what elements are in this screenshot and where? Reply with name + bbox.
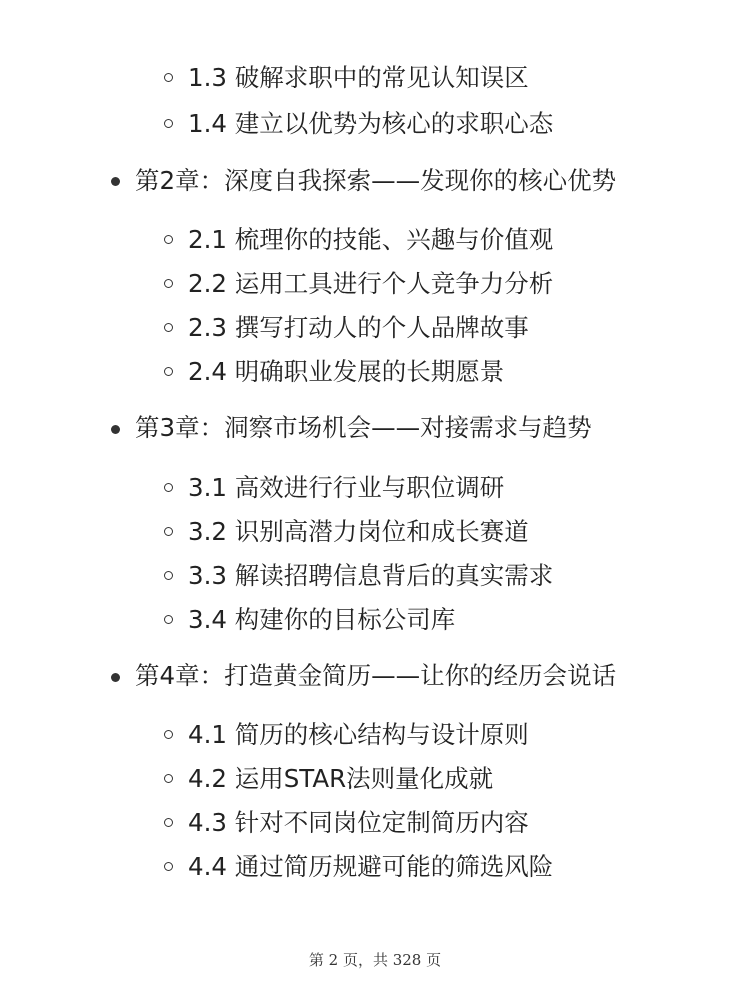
hollow-bullet-icon [164,774,173,783]
toc-section-item[interactable]: 4.4 通过简历规避可能的筛选风险 [188,852,554,881]
hollow-bullet-icon [164,818,173,827]
hollow-bullet-icon [164,323,173,332]
toc-section-item[interactable]: 4.1 简历的核心结构与设计原则 [188,720,529,749]
toc-section-item[interactable]: 1.3 破解求职中的常见认知误区 [188,63,529,92]
toc-chapter-item[interactable]: 第2章：深度自我探索——发现你的核心优势 [135,166,617,195]
hollow-bullet-icon [164,615,173,624]
hollow-bullet-icon [164,730,173,739]
solid-bullet-icon [111,673,120,682]
toc-section-item[interactable]: 2.2 运用工具进行个人竞争力分析 [188,269,554,298]
solid-bullet-icon [111,177,120,186]
hollow-bullet-icon [164,571,173,580]
hollow-bullet-icon [164,73,173,82]
hollow-bullet-icon [164,367,173,376]
toc-section-item[interactable]: 3.4 构建你的目标公司库 [188,605,456,634]
solid-bullet-icon [111,425,120,434]
toc-section-item[interactable]: 4.2 运用STAR法则量化成就 [188,764,494,793]
hollow-bullet-icon [164,119,173,128]
toc-chapter-item[interactable]: 第3章：洞察市场机会——对接需求与趋势 [135,413,592,442]
toc-section-item[interactable]: 3.3 解读招聘信息背后的真实需求 [188,561,554,590]
hollow-bullet-icon [164,483,173,492]
toc-section-item[interactable]: 2.3 撰写打动人的个人品牌故事 [188,313,529,342]
toc-section-item[interactable]: 1.4 建立以优势为核心的求职心态 [188,109,554,138]
toc-chapter-item[interactable]: 第4章：打造黄金简历——让你的经历会说话 [135,661,617,690]
toc-section-item[interactable]: 3.1 高效进行行业与职位调研 [188,473,505,502]
toc-section-item[interactable]: 4.3 针对不同岗位定制简历内容 [188,808,529,837]
toc-section-item[interactable]: 2.1 梳理你的技能、兴趣与价值观 [188,225,554,254]
hollow-bullet-icon [164,235,173,244]
toc-section-item[interactable]: 3.2 识别高潜力岗位和成长赛道 [188,517,529,546]
toc-section-item[interactable]: 2.4 明确职业发展的长期愿景 [188,357,505,386]
hollow-bullet-icon [164,862,173,871]
hollow-bullet-icon [164,279,173,288]
page-number-footer: 第 2 页，共 328 页 [308,951,442,969]
hollow-bullet-icon [164,527,173,536]
